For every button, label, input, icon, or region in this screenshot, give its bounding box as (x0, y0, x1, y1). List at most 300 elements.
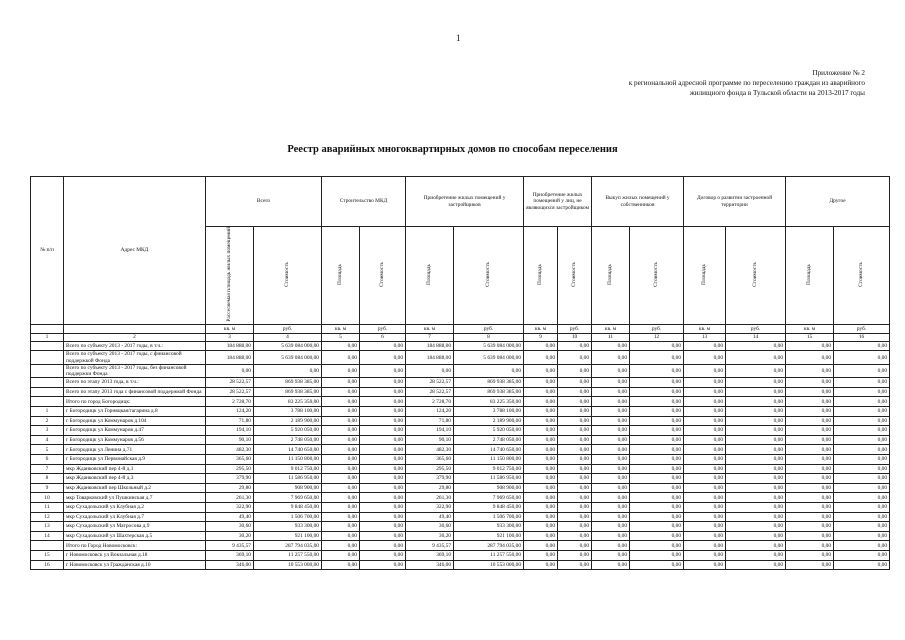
value-cell: 0,00 (360, 522, 406, 532)
row-address: г Богородицк ул Коммунаров д.56 (64, 435, 206, 445)
table-row (31, 474, 890, 484)
unit-cell: руб. (834, 324, 890, 333)
value-cell: 0,00 (322, 351, 360, 364)
sub-header-settle-area: Расселяемая площадь жилых помещений (206, 227, 254, 325)
value-cell: 0,00 (322, 541, 360, 551)
value-cell: 0,00 (630, 464, 684, 474)
value-cell: 0,00 (834, 364, 890, 377)
value-cell: 0,00 (726, 435, 786, 445)
group-header-developer: Приобретение жилых помещений у застройщиков (406, 177, 524, 227)
subtotal-row (31, 341, 890, 351)
value-cell: 322,90 (206, 502, 254, 512)
column-number-cell: 13 (684, 333, 726, 341)
unit-cell: кв. м (786, 324, 834, 333)
value-cell: 0,00 (592, 474, 630, 484)
value-cell: 0,00 (592, 341, 630, 351)
value-cell: 869 938 385,00 (254, 378, 322, 388)
value-cell: 0,00 (524, 560, 558, 570)
value-cell: 0,00 (592, 387, 630, 397)
column-number-cell: 12 (630, 333, 684, 341)
value-cell: 11 257 550,00 (254, 550, 322, 560)
unit-cell: руб. (558, 324, 592, 333)
value-cell: 0,00 (558, 387, 592, 397)
value-cell: 0,00 (558, 550, 592, 560)
value-cell: 0,00 (524, 387, 558, 397)
value-cell: 0,00 (786, 435, 834, 445)
column-number-cell: 2 (64, 333, 206, 341)
row-number: 4 (31, 435, 64, 445)
unit-cell: кв. м (322, 324, 360, 333)
value-cell: 0,00 (786, 445, 834, 455)
value-cell: 29,80 (406, 483, 454, 493)
col-header-address: Адрес МКД (64, 177, 206, 325)
unit-cell: руб. (726, 324, 786, 333)
sub-header-cost: Стоимость (254, 227, 322, 325)
value-cell: 0,00 (684, 435, 726, 445)
value-cell: 0,00 (360, 502, 406, 512)
table-row (31, 407, 890, 417)
row-number (31, 351, 64, 364)
value-cell: 0,00 (558, 493, 592, 503)
value-cell: 0,00 (630, 502, 684, 512)
value-cell: 0,00 (558, 531, 592, 541)
row-address: г Богородицк ул Коммунаров д.104 (64, 416, 206, 426)
value-cell: 0,00 (630, 512, 684, 522)
value-cell: 30,60 (406, 522, 454, 532)
value-cell: 5 920 050,00 (254, 426, 322, 436)
row-number: 10 (31, 493, 64, 503)
value-cell: 0,00 (630, 531, 684, 541)
value-cell: 0,00 (630, 474, 684, 484)
value-cell: 2 748 050,00 (254, 435, 322, 445)
value-cell: 0,00 (592, 560, 630, 570)
value-cell: 908 900,00 (254, 483, 322, 493)
value-cell: 0,00 (630, 364, 684, 377)
row-address: г Богородицк ул Ленина д.71 (64, 445, 206, 455)
value-cell: 28 522,57 (406, 378, 454, 388)
subtotal-row (31, 351, 890, 364)
row-address: Итого по Город Новомосковск: (64, 541, 206, 551)
value-cell: 0,00 (322, 560, 360, 570)
value-cell: 0,00 (524, 550, 558, 560)
value-cell: 0,00 (834, 541, 890, 551)
value-cell: 71,80 (406, 416, 454, 426)
table-row (31, 416, 890, 426)
value-cell: 0,00 (726, 483, 786, 493)
value-cell: 0,00 (524, 454, 558, 464)
table-row (31, 454, 890, 464)
column-number-cell: 15 (786, 333, 834, 341)
value-cell: 0,00 (360, 474, 406, 484)
value-cell: 0,00 (360, 407, 406, 417)
value-cell: 0,00 (592, 493, 630, 503)
sub-header-area: Площадь (684, 227, 726, 325)
value-cell: 0,00 (834, 560, 890, 570)
row-address: г Богородицк ул Коммунаров д.47 (64, 426, 206, 436)
value-cell: 0,00 (684, 426, 726, 436)
value-cell: 0,00 (726, 445, 786, 455)
value-cell: 0,00 (786, 522, 834, 532)
value-cell: 30,60 (206, 522, 254, 532)
row-number (31, 397, 64, 407)
value-cell: 0,00 (786, 426, 834, 436)
value-cell: 0,00 (684, 378, 726, 388)
unit-cell-empty (31, 324, 64, 333)
value-cell: 0,00 (726, 464, 786, 474)
value-cell: 0,00 (360, 560, 406, 570)
value-cell: 0,00 (630, 541, 684, 551)
value-cell: 184 888,00 (406, 341, 454, 351)
value-cell: 0,00 (726, 387, 786, 397)
sub-header-cost: Стоимость (558, 227, 592, 325)
value-cell: 0,00 (558, 407, 592, 417)
value-cell: 0,00 (726, 531, 786, 541)
value-cell: 124,20 (206, 407, 254, 417)
value-cell: 0,00 (524, 364, 558, 377)
sub-header-area: Площадь (406, 227, 454, 325)
value-cell: 0,00 (726, 407, 786, 417)
sub-header-area: Площадь (786, 227, 834, 325)
value-cell: 0,00 (524, 522, 558, 532)
value-cell: 0,00 (630, 387, 684, 397)
value-cell: 0,00 (592, 397, 630, 407)
row-address: г Богородицк ул Горняцкая/гагарина д.8 (64, 407, 206, 417)
value-cell: 0,00 (834, 454, 890, 464)
value-cell: 0,00 (592, 531, 630, 541)
sub-header-cost: Стоимость (630, 227, 684, 325)
row-number (31, 341, 64, 351)
value-cell: 346,00 (206, 560, 254, 570)
value-cell: 0,00 (360, 541, 406, 551)
value-cell: 11 586 950,00 (254, 474, 322, 484)
value-cell: 0,00 (684, 407, 726, 417)
value-cell: 0,00 (558, 397, 592, 407)
row-address: Всего по субъекту 2013 - 2017 годы, без финансовой поддержки Фонда (64, 364, 206, 377)
value-cell: 933 300,00 (254, 522, 322, 532)
value-cell: 0,00 (726, 512, 786, 522)
value-cell: 0,00 (558, 364, 592, 377)
value-cell: 0,00 (834, 474, 890, 484)
subtotal-row (31, 397, 890, 407)
value-cell: 933 300,00 (454, 522, 524, 532)
value-cell: 0,00 (786, 550, 834, 560)
sub-header-cost: Стоимость (360, 227, 406, 325)
column-number-cell: 6 (360, 333, 406, 341)
value-cell: 0,00 (630, 550, 684, 560)
row-address: мкр Жданковский пер 4-й д.3 (64, 474, 206, 484)
value-cell: 0,00 (630, 416, 684, 426)
value-cell: 7 969 650,00 (454, 493, 524, 503)
value-cell: 0,00 (834, 531, 890, 541)
sub-header-area: Площадь (322, 227, 360, 325)
value-cell: 0,00 (524, 416, 558, 426)
table-row (31, 435, 890, 445)
value-cell: 0,00 (524, 397, 558, 407)
value-cell: 0,00 (360, 493, 406, 503)
value-cell: 0,00 (322, 531, 360, 541)
value-cell: 0,00 (630, 493, 684, 503)
value-cell: 0,00 (322, 464, 360, 474)
value-cell: 0,00 (834, 351, 890, 364)
value-cell: 0,00 (524, 531, 558, 541)
value-cell: 482,30 (406, 445, 454, 455)
value-cell: 1 506 700,00 (254, 512, 322, 522)
value-cell: 11 150 800,00 (254, 454, 322, 464)
value-cell: 5 639 084 000,00 (454, 351, 524, 364)
value-cell: 869 938 385,00 (454, 387, 524, 397)
row-address: г Новомосковск ул Гражданская д.10 (64, 560, 206, 570)
value-cell: 0,00 (834, 550, 890, 560)
value-cell: 2 189 900,00 (254, 416, 322, 426)
row-number: 2 (31, 416, 64, 426)
value-cell: 184 888,00 (206, 341, 254, 351)
value-cell: 0,00 (524, 407, 558, 417)
value-cell: 124,20 (406, 407, 454, 417)
value-cell: 0,00 (786, 351, 834, 364)
value-cell: 2 728,70 (206, 397, 254, 407)
value-cell: 0,00 (786, 541, 834, 551)
unit-cell: кв. м (524, 324, 558, 333)
value-cell: 0,00 (322, 474, 360, 484)
value-cell: 0,00 (322, 364, 360, 377)
value-cell: 0,00 (684, 387, 726, 397)
unit-cell: руб. (630, 324, 684, 333)
value-cell: 0,00 (786, 387, 834, 397)
value-cell: 14 740 650,00 (254, 445, 322, 455)
row-number: 14 (31, 531, 64, 541)
value-cell: 0,00 (360, 416, 406, 426)
value-cell: 0,00 (726, 522, 786, 532)
value-cell: 0,00 (726, 426, 786, 436)
value-cell: 369,10 (206, 550, 254, 560)
value-cell: 0,00 (592, 522, 630, 532)
subtotal-row (31, 378, 890, 388)
value-cell: 5 639 084 000,00 (254, 341, 322, 351)
subtotal-row (31, 364, 890, 377)
value-cell: 0,00 (322, 493, 360, 503)
value-cell: 0,00 (726, 493, 786, 503)
value-cell: 0,00 (322, 407, 360, 417)
value-cell: 0,00 (360, 364, 406, 377)
table-row (31, 493, 890, 503)
value-cell: 0,00 (360, 483, 406, 493)
table-row (31, 550, 890, 560)
value-cell: 369,10 (406, 550, 454, 560)
unit-cell: руб. (454, 324, 524, 333)
value-cell: 0,00 (206, 364, 254, 377)
row-number: 15 (31, 550, 64, 560)
value-cell: 0,00 (558, 416, 592, 426)
value-cell: 0,00 (524, 493, 558, 503)
value-cell: 30,20 (206, 531, 254, 541)
value-cell: 0,00 (684, 522, 726, 532)
value-cell: 0,00 (684, 416, 726, 426)
value-cell: 0,00 (684, 364, 726, 377)
value-cell: 9 848 450,00 (454, 502, 524, 512)
appendix-line: к региональной адресной программе по переселению граждан из аварийного (628, 79, 865, 87)
table-row (31, 483, 890, 493)
value-cell: 194,10 (406, 426, 454, 436)
row-address: мкр Сухадольский ул Шахтерская д.5 (64, 531, 206, 541)
table-row (31, 502, 890, 512)
value-cell: 0,00 (558, 454, 592, 464)
value-cell: 0,00 (558, 445, 592, 455)
appendix-line: жилищного фонда в Тульской области на 2013-2017 годы (689, 89, 865, 97)
value-cell: 0,00 (684, 531, 726, 541)
value-cell: 0,00 (524, 474, 558, 484)
table-row (31, 464, 890, 474)
column-number-cell: 9 (524, 333, 558, 341)
value-cell: 0,00 (834, 464, 890, 474)
value-cell: 0,00 (786, 454, 834, 464)
appendix-line: Приложение № 2 (812, 69, 865, 77)
table-row (31, 522, 890, 532)
value-cell: 0,00 (558, 512, 592, 522)
value-cell: 0,00 (558, 560, 592, 570)
group-header-other: Другое (786, 177, 890, 227)
value-cell: 0,00 (726, 378, 786, 388)
row-number: 9 (31, 483, 64, 493)
value-cell: 0,00 (834, 483, 890, 493)
row-address: г Новомосковск ул Вокзальная д.18 (64, 550, 206, 560)
value-cell: 0,00 (592, 351, 630, 364)
group-header-territory: Договор о развитии застроенной территории (684, 177, 786, 227)
value-cell: 5 639 084 000,00 (254, 351, 322, 364)
value-cell: 365,60 (406, 454, 454, 464)
row-number: 6 (31, 454, 64, 464)
value-cell: 0,00 (684, 474, 726, 484)
row-address: Итого по город Богородицк: (64, 397, 206, 407)
value-cell: 0,00 (558, 464, 592, 474)
row-address: Всего по этапу 2013 года, в т.ч.: (64, 378, 206, 388)
value-cell: 0,00 (558, 474, 592, 484)
row-address: мкр Сухадольский ул Клубная д.7 (64, 512, 206, 522)
value-cell: 0,00 (524, 541, 558, 551)
value-cell: 295,50 (406, 464, 454, 474)
group-header-non-developer: Приобретение жилых помещений у лиц, не являющихся застройщиком (524, 177, 592, 227)
value-cell: 295,50 (206, 464, 254, 474)
value-cell: 184 888,00 (206, 351, 254, 364)
column-number-cell: 11 (592, 333, 630, 341)
value-cell: 0,00 (684, 351, 726, 364)
value-cell: 287 794 035,00 (454, 541, 524, 551)
sub-header-cost: Стоимость (454, 227, 524, 325)
value-cell: 10 553 000,00 (254, 560, 322, 570)
value-cell: 0,00 (684, 397, 726, 407)
unit-cell: руб. (360, 324, 406, 333)
value-cell: 0,00 (322, 445, 360, 455)
value-cell: 1 506 700,00 (454, 512, 524, 522)
value-cell: 0,00 (592, 378, 630, 388)
row-address: Всего по субъекту 2013 - 2017 годы, в т.ч.: (64, 341, 206, 351)
row-number: 3 (31, 426, 64, 436)
value-cell: 3 788 100,00 (254, 407, 322, 417)
value-cell: 0,00 (834, 512, 890, 522)
value-cell: 0,00 (558, 522, 592, 532)
value-cell: 0,00 (786, 531, 834, 541)
value-cell: 90,10 (206, 435, 254, 445)
value-cell: 0,00 (834, 445, 890, 455)
value-cell: 0,00 (592, 454, 630, 464)
value-cell: 0,00 (322, 426, 360, 436)
table-row (31, 531, 890, 541)
value-cell: 0,00 (786, 397, 834, 407)
value-cell: 0,00 (786, 474, 834, 484)
value-cell: 0,00 (726, 550, 786, 560)
column-number-cell: 14 (726, 333, 786, 341)
column-number-cell: 7 (406, 333, 454, 341)
value-cell: 0,00 (726, 560, 786, 570)
row-address: мкр Жданковский пер 4-й д.1 (64, 464, 206, 474)
value-cell: 0,00 (360, 445, 406, 455)
value-cell: 0,00 (360, 550, 406, 560)
value-cell: 0,00 (630, 407, 684, 417)
value-cell: 11 150 800,00 (454, 454, 524, 464)
value-cell: 0,00 (684, 502, 726, 512)
row-address: мкр Сухадольский ул Матросова д.9 (64, 522, 206, 532)
value-cell: 0,00 (684, 483, 726, 493)
value-cell: 49,40 (406, 512, 454, 522)
value-cell: 0,00 (558, 541, 592, 551)
unit-cell: кв. м (206, 324, 254, 333)
value-cell: 0,00 (592, 483, 630, 493)
value-cell: 0,00 (630, 351, 684, 364)
column-number-cell: 16 (834, 333, 890, 341)
value-cell: 9 012 750,00 (454, 464, 524, 474)
value-cell: 0,00 (684, 493, 726, 503)
value-cell: 11 257 550,00 (454, 550, 524, 560)
value-cell: 921 100,00 (254, 531, 322, 541)
value-cell: 184 888,00 (406, 351, 454, 364)
value-cell: 0,00 (630, 426, 684, 436)
value-cell: 0,00 (322, 397, 360, 407)
row-number: 13 (31, 522, 64, 532)
value-cell: 30,20 (406, 531, 454, 541)
value-cell: 0,00 (558, 483, 592, 493)
value-cell: 14 740 650,00 (454, 445, 524, 455)
value-cell: 482,30 (206, 445, 254, 455)
value-cell: 0,00 (684, 445, 726, 455)
group-header-construction: Строительство МКД (322, 177, 406, 227)
value-cell: 0,00 (786, 407, 834, 417)
value-cell: 0,00 (786, 364, 834, 377)
value-cell: 0,00 (834, 387, 890, 397)
appendix-note (535, 68, 865, 98)
group-header-total: Всего (206, 177, 322, 227)
row-number: 1 (31, 407, 64, 417)
value-cell: 0,00 (322, 435, 360, 445)
value-cell: 287 794 035,00 (254, 541, 322, 551)
row-number: 16 (31, 560, 64, 570)
value-cell: 0,00 (524, 435, 558, 445)
group-header-owners: Выкуп жилых помещений у собственников (592, 177, 684, 227)
value-cell: 0,00 (360, 435, 406, 445)
value-cell: 261,30 (406, 493, 454, 503)
value-cell: 0,00 (786, 483, 834, 493)
value-cell: 0,00 (558, 378, 592, 388)
unit-cell: кв. м (684, 324, 726, 333)
unit-cell-empty (64, 324, 206, 333)
value-cell: 0,00 (786, 464, 834, 474)
value-cell: 0,00 (834, 435, 890, 445)
row-number: 11 (31, 502, 64, 512)
value-cell: 0,00 (592, 502, 630, 512)
value-cell: 11 586 950,00 (454, 474, 524, 484)
value-cell: 7 969 650,00 (254, 493, 322, 503)
value-cell: 0,00 (360, 531, 406, 541)
value-cell: 0,00 (524, 464, 558, 474)
col-header-num: № п/п (31, 177, 64, 325)
